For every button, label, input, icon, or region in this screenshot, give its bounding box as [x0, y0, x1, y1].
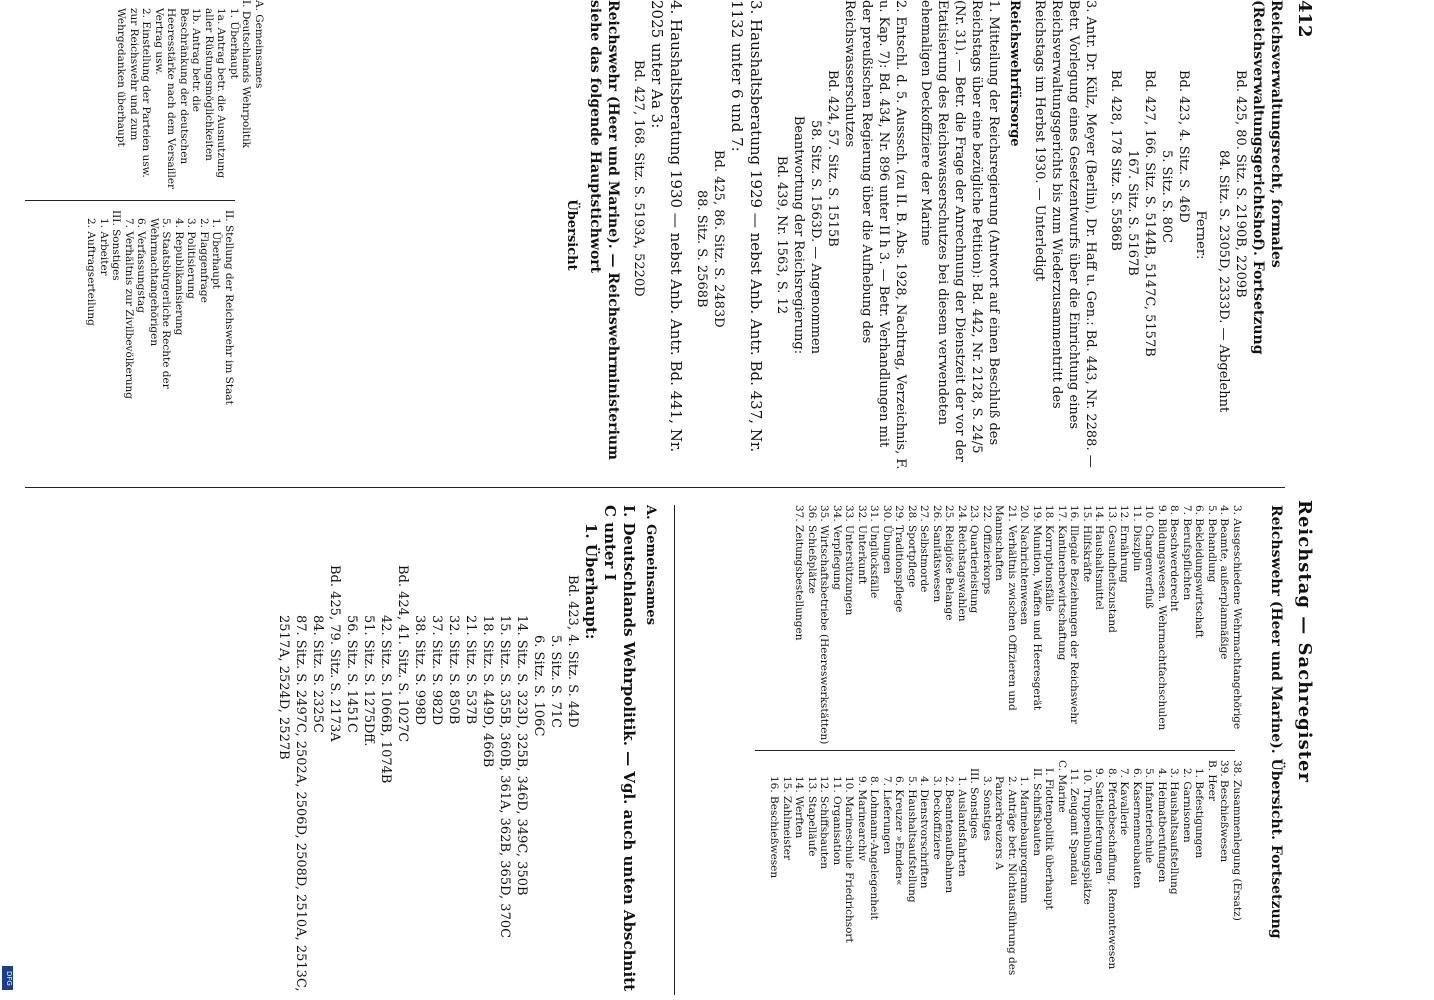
section-1: 1. Überhaupt:	[582, 523, 600, 640]
ov-item: 7. Berufspflichten	[1181, 505, 1193, 601]
overview-a	[793, 505, 1243, 745]
fuersorge-heading: Reichswehrfürsorge	[1007, 0, 1022, 147]
ov-item: 25. Religiöse Belange	[943, 505, 956, 621]
ov-item: 7. Kavallerie	[1118, 768, 1131, 836]
ov-item: 3. Haushaltsaufstellung	[1168, 768, 1181, 895]
ref-line: 18. Sitz. S. 449D, 466B	[480, 615, 495, 768]
ov-item: I. Deutschlands Wehrpolitik	[240, 0, 253, 148]
ov-item: 1. Befestigungen	[1193, 768, 1206, 859]
ov-item: II. Schiffsbauten	[1031, 768, 1043, 856]
ov-item: 11. Zeugamt Spandau	[1068, 768, 1081, 886]
ref-line: 14. Sitz. S. 323D, 325B, 346D, 349C, 350B	[514, 615, 529, 896]
ref-line: 84. Sitz. S. 2325C	[310, 615, 325, 733]
ov-item: 2. Flaggenfrage	[198, 218, 210, 303]
heer-heading: Reichswehr (Heer und Marine). — Reichswehrministerium siehe das folgende Hauptstichwort	[587, 0, 621, 460]
fuersorge-ref: 58. Sitz. S. 1563D. — Angenommen	[808, 120, 823, 355]
ref-line: 42. Sitz. S. 1066B, 1074B	[378, 615, 393, 784]
ov-item: 26. Sanitätswesen	[931, 505, 943, 603]
ov-item: 15. Hilfskräfte	[1081, 505, 1093, 583]
ov-item: 7. Verhältnis zur Zivilbevölkerung	[123, 218, 135, 399]
ov-item: 2. Anträge betr. Nichtausführung des Panzerkreuzers A	[993, 776, 1018, 976]
ov-item: III. Sonstiges	[110, 210, 123, 281]
entry-item-3: 3. Antr. Dr. Külz, Meyer (Berlin), Dr. Haff u. Gen.: Bd. 443, Nr. 2288. — Betr. Vorlegung eines Gesetzentwurfs über die Einrichtung eines Reichsverwaltungsgerichts bis zum Wiederzusammentritt des Reichstags im Herbst 1930. — Unterledigt	[1032, 0, 1098, 468]
ov-item: 6. Kasernenneubauten	[1131, 768, 1143, 889]
ov-item: 11. Disziplin	[1131, 505, 1143, 572]
ref-line: Bd. 423, 4. Sitz. S. 44D	[565, 575, 580, 728]
ov-item: 4. Dienstvorschriften	[918, 776, 931, 889]
scanned-page	[15, 0, 1315, 1000]
ov-item: 39. Beschießwesen	[1218, 760, 1231, 863]
ov-item: 9. Marinearchiv	[856, 776, 868, 861]
ov-item: 33. Unterstützungen	[843, 505, 856, 616]
fuersorge-ref: Bd. 427, 168. Sitz. S. 5193A, 5220D	[631, 60, 646, 297]
ov-item: 3. Deckoffiziere	[931, 776, 943, 860]
ov-item: 12. Schiffsbauten	[818, 776, 831, 870]
ov-item: 35. Wirtschaftsbetriebe (Heereswerkstätten)	[818, 505, 831, 745]
ref-line: 15. Sitz. S. 355B, 360B, 361A, 362B, 365D, 370C	[497, 615, 512, 939]
ov-item: 10. Truppenübungsplätze	[1081, 768, 1093, 905]
ov-item: 17. Kantinenbewirtschaftung	[1056, 505, 1068, 661]
ov-item: B. Heer	[1206, 760, 1218, 801]
ref-line: 38. Sitz. S. 998D	[412, 615, 427, 726]
fuersorge-item-4: 4. Haushaltsberatung 1930 — nebst Anb. Antr. Bd. 441, Nr. 2025 unter Aa 3:	[648, 0, 685, 453]
ref-line: Bd. 424, 41. Sitz. S. 1027C	[395, 565, 410, 743]
fuersorge-ref: Bd. 424, 57. Sitz. S. 1515B	[825, 70, 840, 247]
ov-item: 21. Verhältnis zwischen Offizieren und Mannschaften	[993, 505, 1018, 711]
ov-item: 20. Nachrichtenwesen	[1018, 505, 1031, 625]
ov-item: 14. Haushaltsmittel	[1093, 505, 1106, 610]
ref-line: 32. Sitz. S. 850B	[446, 615, 461, 725]
ov-item: 5. Infanteriechule	[1143, 768, 1156, 864]
answer-ref: Bd. 439, Nr. 1563, S. 12	[774, 155, 789, 315]
ferner-label: Ferner:	[1193, 210, 1208, 260]
ov-item: 1. Überhaupt	[228, 8, 240, 79]
ov-item: 8. Beschwerderecht	[1168, 505, 1181, 612]
fuersorge-item-3: 3. Haushaltsberatung 1929 — nebst Anb. Antr. Bd. 437, Nr. 1132 unter 6 und 7:	[728, 0, 765, 453]
ferner-ref: 167. Sitz. S. 5167B	[1125, 150, 1140, 276]
ov-item: C. Marine	[1056, 760, 1068, 813]
ov-item: 2. Einstellung der Parteien usw. zur Reichswehr und zum Wehrgedanken überhaupt	[115, 8, 153, 178]
ref-line: 37. Sitz. S. 982D	[429, 615, 444, 726]
ov-item: 5. Haushaltsaufstellung	[906, 776, 918, 903]
running-title: Reichstag — Sachregister	[1294, 500, 1315, 783]
ov-item: 15. Zahlmeister	[781, 776, 793, 861]
ov-item: 1b. Antrag betr. die Beschränkung der deutschen Heeresstärke nach dem Versailler Vertrag usw.	[153, 8, 203, 190]
ref-line: 51. Sitz. S. 1275Dff.	[361, 615, 376, 747]
ov-item: 16. Illegale Beziehungen der Reichswehr	[1068, 505, 1081, 725]
ov-item: 29. Traditionspflege	[893, 505, 906, 613]
ov-item: 24. Reichstagswahlen	[956, 505, 968, 622]
section-a: A. Gemeinsames	[643, 505, 658, 626]
section-rule	[674, 505, 675, 995]
overview-b	[768, 760, 1243, 995]
ov-item: 4. Heimatberufungen	[1156, 768, 1168, 883]
ov-item: 1. Auslandsfahrten	[956, 776, 968, 877]
ov-item: 4. Republikanisierung	[173, 218, 185, 336]
ov-item: 38. Zusammenlegung (Ersatz)	[1231, 760, 1243, 921]
ov-item: 3. Sonstiges	[981, 776, 993, 841]
ref-line: 5. Sitz. S. 71C	[548, 635, 563, 729]
overview-divider	[755, 750, 1235, 751]
overview-right	[85, 210, 235, 470]
ov-item: 37. Zeitungsbestellungen	[793, 505, 806, 641]
ov-item: 2. Garnisonen	[1181, 768, 1193, 843]
ov-item: 8. Lohmann-Angelegenheit	[868, 776, 881, 920]
fuersorge-item-1: 1. Mitteilung der Reichsregierung (Antwort auf einen Beschluß des Reichstags über eine bezügliche Petition): Bd. 442, Nr. 2128, S. 24/5 (Nr. 31). — Betr. die Frage der Anrechnung der Dienstzeit der vor der Etatisierung des Reichswasserschutzes bei diesem verwendeten ehemaligen Deckoffiziere der Marine	[918, 0, 1001, 462]
ov-item: 1a. Antrag betr. die Ausnutzung aller Rüstungsmöglichkeiten	[203, 8, 228, 179]
ov-item: 27. Selbstmorde	[918, 505, 931, 593]
ov-item: 1. Marinebauprogramm	[1018, 776, 1031, 904]
ov-item: 5. Staatsbürgerliche Rechte der Wehrmachtangehörigen	[148, 218, 173, 389]
ov-item: 3. Ausgeschiedene Wehrmachtangehörige	[1231, 505, 1243, 730]
overview-divider	[25, 200, 235, 201]
ov-item: II. Stellung der Reichswehr im Staat	[223, 210, 235, 405]
ov-item: 1. Arbeiter	[98, 218, 110, 276]
ov-item: 18. Korruptionsfälle	[1043, 505, 1056, 612]
ferner-ref: Bd. 428, 178 Sitz. S. 5586B	[1108, 70, 1123, 251]
ref-line: 21. Sitz. S. 537B	[463, 615, 478, 725]
ov-item: 23. Quartierleistung	[968, 505, 981, 614]
fuersorge-ref: Bd. 425, 86. Sitz. S. 2483D	[711, 150, 726, 328]
ov-item: 6. Verfassungstag	[135, 218, 148, 313]
cont-heading: Reichsverwaltungsrecht, formales (Reichsverwaltungsgerichtshof). Fortsetzung	[1250, 0, 1284, 355]
ov-item: 13. Stapelläufe	[806, 776, 818, 857]
ov-item: 30. Übungen	[881, 505, 893, 574]
ov-item: 6. Kreuzer »Emden«	[893, 776, 906, 886]
ov-item: 12. Ernährung	[1118, 505, 1131, 583]
column-divider	[25, 487, 1285, 488]
ov-item: 32. Unterkunft	[856, 505, 868, 585]
fuersorge-item-2: 2. Entschl. d. 5. Ausssch. (zu II. B. Abs. 1928, Nachtrag, Verzeichnis, F. u. Kap. 7): Bd. 434, Nr. 896 unter II h 3. — Betr. Verhandlungen mit der preußischen Regierung über die Aufhebung des Reichswasserschutzes	[842, 0, 908, 470]
left-column	[559, 0, 1285, 470]
ov-item: 3. Politisierung	[185, 218, 198, 299]
cont-ref: 84. Sitz. S. 2305D, 2333D. — Abgelehnt	[1216, 150, 1231, 413]
ov-item: 2. Auftragserteilung	[85, 218, 98, 326]
uebersicht-label: Übersicht	[564, 199, 579, 271]
cont-ref: Bd. 425, 80. Sitz. S. 2190B, 2209B	[1233, 70, 1248, 298]
ov-item: 11. Organisation	[831, 776, 843, 866]
ov-item: 1. Überhaupt	[210, 218, 223, 289]
ov-item: 36. Schießplätze	[806, 505, 818, 594]
ov-item: A. Gemeinsames	[253, 0, 265, 89]
ferner-ref: 5. Sitz. S. 80C	[1159, 150, 1174, 244]
ov-item: 14. Werften	[793, 776, 806, 839]
ov-item: 10. Marineschule Friedrichsort	[843, 776, 856, 943]
overview-left	[115, 0, 265, 190]
ov-item: 5. Behandlung	[1206, 505, 1218, 583]
ref-line: 6. Sitz. S. 106C	[531, 635, 546, 737]
dfg-logo: DFG	[2, 966, 13, 990]
ov-item: 4. Beamte, außerplanmäßige	[1218, 505, 1231, 660]
right-body	[275, 505, 665, 995]
ov-item: 8. Pferdebeschaffung, Remontewesen	[1106, 768, 1118, 970]
ov-item: 31. Unglücksfälle	[868, 505, 881, 599]
section-i: I. Deutschlands Wehrpolitik. — Vgl. auch unten Abschnitt C unter I	[601, 505, 638, 991]
ov-item: III. Sonstiges	[968, 768, 981, 839]
ov-item: 9. Bildungswesen. Wehrmachtfachschulen	[1156, 505, 1168, 731]
ov-item: 2. Beamtenaufbahnen	[943, 776, 956, 894]
ov-item: 7. Lieferungen	[881, 776, 893, 855]
ref-line: 87. Sitz. S. 2497C, 2502A, 2506D, 2508D, 2510A, 2513C, 2517A, 2524D, 2527B	[276, 615, 308, 992]
answer-label: Beantwortung der Reichsregierung:	[791, 115, 806, 355]
ov-item: 22. Offizierkorps	[981, 505, 993, 595]
ref-line: 56. Sitz. S. 1451C	[344, 615, 359, 733]
ov-item: 6. Bekleidungswirtschaft	[1193, 505, 1206, 638]
ov-item: 19. Munition, Waffen und Heeresgerät	[1031, 505, 1043, 711]
ferner-ref: Bd. 427, 166. Sitz. S. 5144B, 5147C, 5157B	[1142, 70, 1157, 357]
right-heading: Reichswehr (Heer und Marine). Übersicht. Fortsetzung	[1268, 505, 1284, 939]
ov-item: 34. Verpflegung	[831, 505, 843, 590]
fuersorge-ref: 88. Sitz. S. 2568B	[694, 190, 709, 308]
ov-item: 13. Gesundheitszustand	[1106, 505, 1118, 633]
ov-item: I. Flottenpolitik überhaupt	[1043, 768, 1056, 910]
ov-item: 16. Beschießwesen	[768, 776, 781, 879]
ov-item: 28. Sportpflege	[906, 505, 918, 588]
ov-item: 9. Sattellieferungen	[1093, 768, 1106, 875]
ferner-ref: Bd. 423, 4. Sitz. S. 46D	[1176, 70, 1191, 223]
ref-line: Bd. 425, 79. Sitz. S. 2173A	[327, 565, 342, 742]
ov-item: 10. Chargenverfluß	[1143, 505, 1156, 609]
right-column	[1267, 505, 1285, 995]
page-number: 412	[1294, 0, 1315, 38]
